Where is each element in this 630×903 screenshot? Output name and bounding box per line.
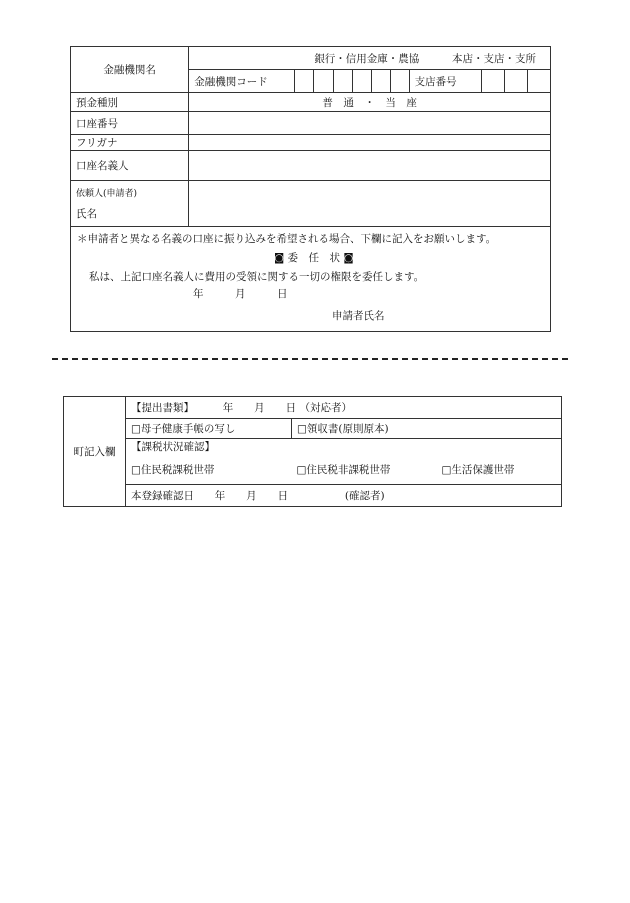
tax-item-1-label: □住民税課税世帯	[131, 463, 215, 476]
cut-line-divider	[52, 358, 568, 360]
proxy-date[interactable]: 年 月 日	[193, 288, 288, 300]
tax-item-2[interactable]	[292, 455, 437, 485]
town-section-label: 町記入欄	[73, 446, 116, 458]
holder-field[interactable]	[189, 151, 551, 181]
furigana-field[interactable]	[189, 135, 551, 151]
applicant-name-label: 申請者氏名	[332, 310, 385, 322]
institution-label-cell	[71, 47, 189, 93]
registration-label: 本登録確認日	[131, 490, 194, 502]
requester-name-label: 氏名	[76, 208, 97, 220]
proxy-section	[71, 227, 551, 332]
requester-label-cell	[71, 181, 189, 227]
holder-label-cell	[71, 151, 189, 181]
requester-label: 依頼人(申請者)	[76, 189, 138, 199]
deposit-type-field[interactable]	[189, 93, 551, 112]
branch-no-label: 支店番号	[414, 75, 457, 88]
doc-item-1-label: □母子健康手帳の写し	[131, 423, 236, 435]
institution-label: 金融機関名	[103, 64, 156, 76]
docs-heading: 【提出書類】	[131, 402, 194, 414]
code-digit-box[interactable]	[390, 70, 409, 93]
code-digit-box[interactable]	[295, 70, 314, 93]
furigana-label: フリガナ	[76, 137, 118, 149]
doc-item-2-label: □領収書(原則原本)	[297, 423, 389, 435]
code-label: 金融機関コード	[194, 75, 268, 88]
account-no-label: 口座番号	[76, 117, 118, 130]
tax-heading: 【課税状況確認】	[131, 441, 215, 454]
registration-date[interactable]: 年 月 日	[214, 490, 289, 502]
branch-digit-box[interactable]	[481, 70, 504, 93]
deposit-type-label-cell	[71, 93, 189, 112]
docs-heading-row	[126, 397, 562, 419]
deposit-type-label: 預金種別	[76, 96, 118, 109]
tax-item-1[interactable]	[126, 455, 292, 485]
furigana-label-cell	[71, 135, 189, 151]
bank-account-table	[70, 46, 551, 332]
code-digit-box[interactable]	[352, 70, 371, 93]
proxy-title: ◙ 委 任 状 ◙	[274, 252, 354, 264]
account-no-field[interactable]	[189, 112, 551, 135]
deposit-type-options: 普 通 ・ 当 座	[322, 96, 417, 109]
code-digit-box[interactable]	[314, 70, 333, 93]
requester-field[interactable]	[189, 181, 551, 227]
doc-item-1[interactable]	[126, 419, 292, 439]
code-digit-box[interactable]	[333, 70, 352, 93]
docs-handler-label: （対応者）	[299, 402, 353, 414]
confirmer-label: (確認者)	[344, 490, 385, 502]
branch-digit-box[interactable]	[504, 70, 527, 93]
town-section-label-cell	[64, 397, 126, 507]
branch-types: 本店・支店・支所	[452, 52, 536, 65]
institution-types: 銀行・信用金庫・農協	[314, 52, 420, 65]
branch-digit-box[interactable]	[527, 70, 550, 93]
holder-label: 口座名義人	[76, 160, 129, 172]
proxy-note: ＊申請者と異なる名義の口座に振り込みを希望される場合、下欄に記入をお願いします。	[77, 233, 497, 245]
tax-item-2-label: □住民税非課税世帯	[296, 463, 391, 476]
account-no-label-cell	[71, 112, 189, 135]
code-digit-box[interactable]	[371, 70, 390, 93]
docs-date[interactable]: 年 月 日	[222, 402, 297, 414]
tax-item-3-label: □生活保護世帯	[441, 463, 515, 476]
town-use-table	[63, 396, 562, 507]
tax-item-3[interactable]	[437, 455, 562, 485]
tax-heading-row	[126, 439, 562, 455]
institution-name-field[interactable]	[189, 47, 551, 70]
code-label-cell	[189, 70, 295, 93]
branch-no-label-cell	[409, 70, 481, 93]
registration-row	[126, 485, 562, 507]
doc-item-2[interactable]	[292, 419, 562, 439]
proxy-text: 私は、上記口座名義人に費用の受領に関する一切の権限を委任します。	[89, 271, 425, 283]
